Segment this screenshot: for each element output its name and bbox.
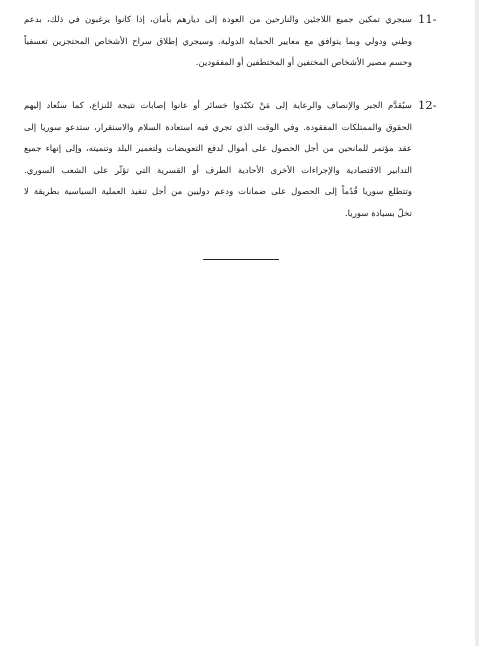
- paragraph-12: [24, 96, 412, 225]
- paragraph-line: عقد مؤتمر للمانحين من أجل الحصول على أموال لدفع التعويضات ولتعمير البلد وتنميته، وإلى إنهاء جميع: [24, 144, 412, 154]
- paragraph-line: تخلّ بسيادة سوريا.: [344, 208, 412, 219]
- paragraph-line: وحسم مصير الأشخاص المختفين أو المختطفين أو المفقودين.: [195, 58, 412, 68]
- paragraph-line: التدابير الاقتصادية والإجراءات الأخرى الأحادية الطرف أو القسرية التي تؤثّر على الشعب السوري.: [24, 165, 412, 176]
- paragraph-line: سيجري تمكين جميع اللاجئين والنازحين من العودة إلى ديارهم بأمان، إذا كانوا يرغبون في ذلك، بدعم: [24, 15, 412, 25]
- paragraph-11: [24, 10, 412, 75]
- paragraph-line: الحقوق والممتلكات المفقودة. وفي الوقت الذي تجري فيه استعادة السلام والاستقرار، ستدعو سوريا إلى: [24, 122, 412, 133]
- page-edge-shadow: [475, 0, 479, 646]
- paragraph-line: وتتطلع سوريا قُدُماً إلى الحصول على ضمانات ودعم دوليين من أجل تنفيذ العملية السياسية بطريقة لا: [24, 187, 412, 197]
- paragraph-number: 12-: [418, 98, 437, 112]
- paragraph-line: سيُقدَّم الجبر والإنصاف والرعاية إلى مَنْ تكبّدوا خسائر أو عانوا إصابات نتيجة للنزاع، كما ستُعاد إليهم: [24, 101, 412, 111]
- paragraph-line: وطني ودولي وبما يتوافق مع معايير الحماية الدولية. وسيجري إطلاق سراح الأشخاص المحتجزين تعسفياً: [24, 36, 412, 47]
- end-of-document-rule: [203, 259, 279, 260]
- paragraph-number: 11-: [418, 12, 437, 26]
